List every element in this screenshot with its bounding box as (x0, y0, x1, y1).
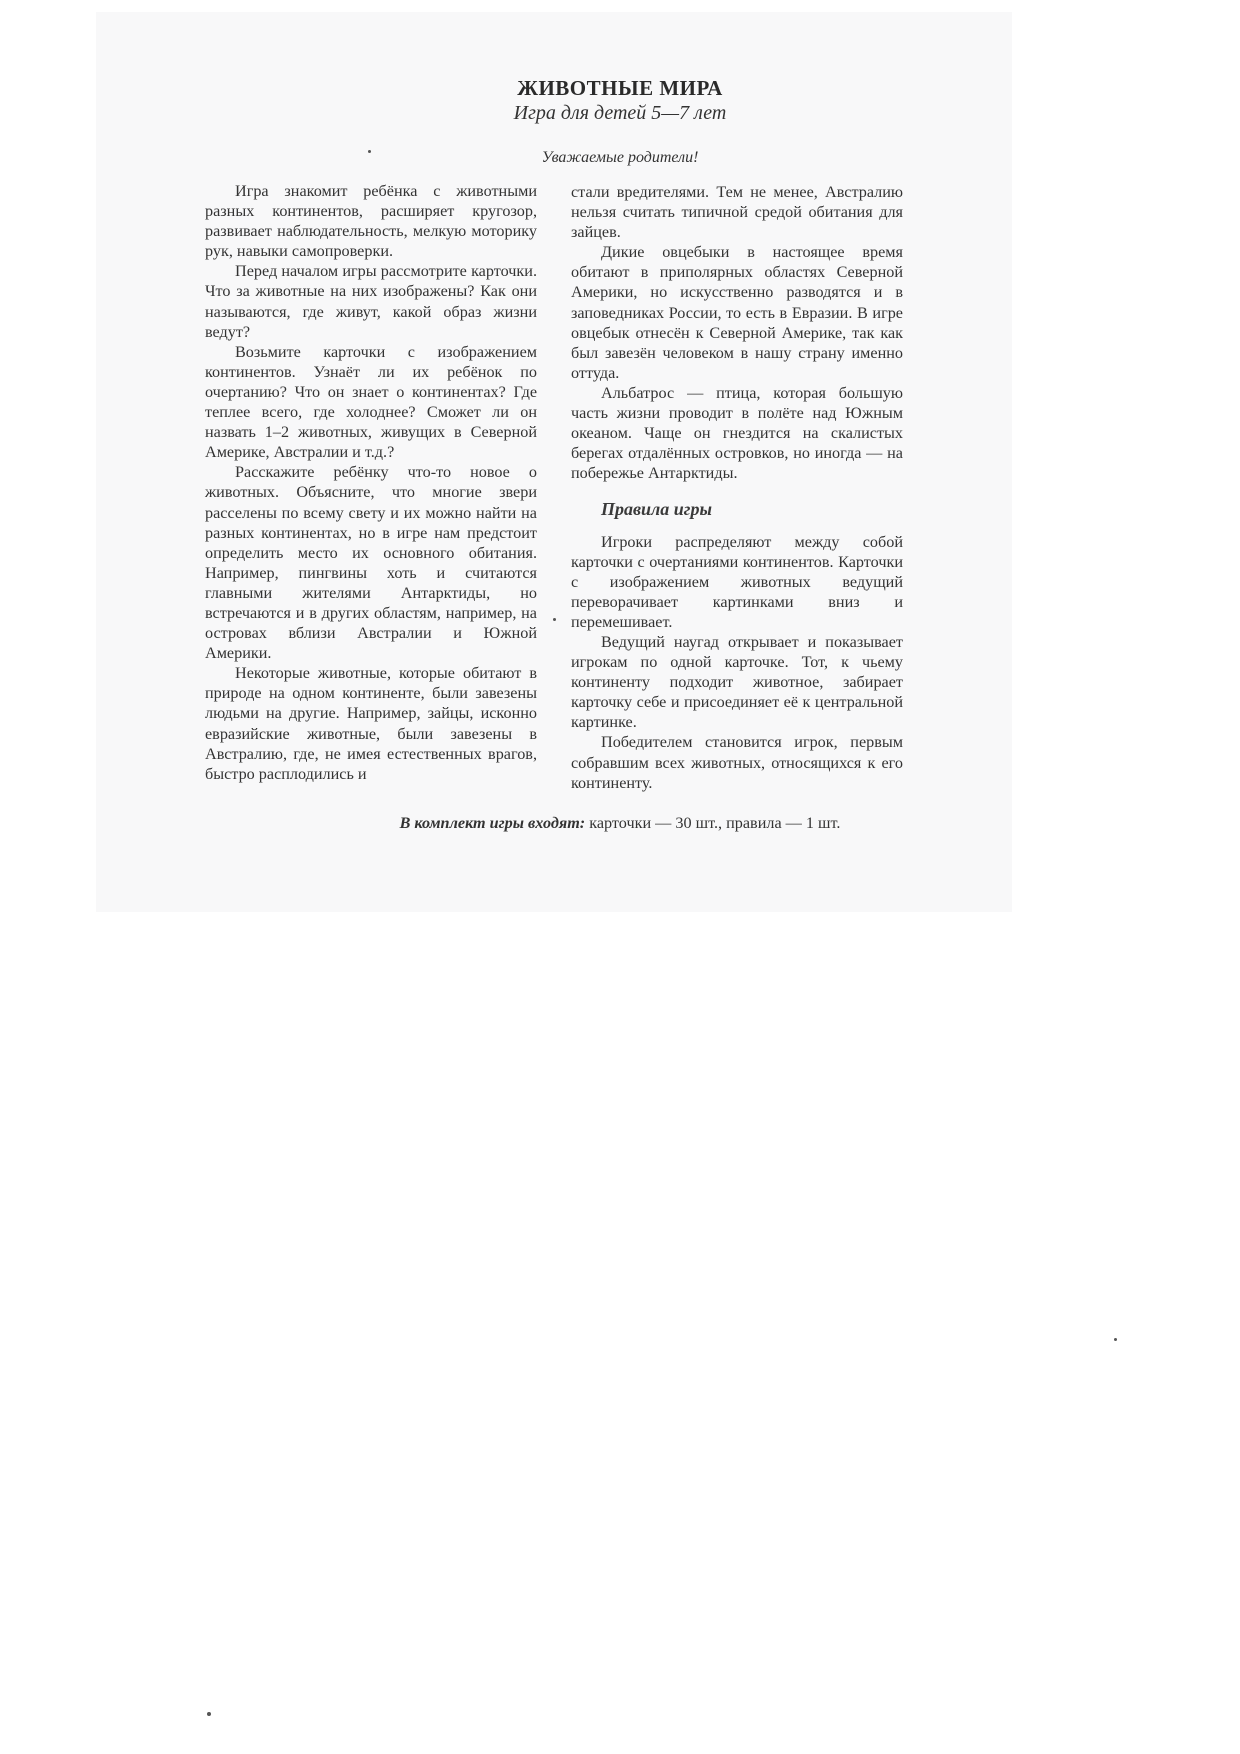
paragraph: Перед началом игры рассмотрите карточки. Что за животные на них изображены? Как они называются, где живут, какой образ жизни ведут? (205, 262, 537, 341)
rules-paragraph: Победителем становится игрок, первым собравшим всех животных, относящихся к его континенту. (571, 733, 903, 792)
kit-contents-text: карточки — 30 шт., правила — 1 шт. (585, 814, 841, 832)
paragraph: Дикие овцебыки в настоящее время обитают в приполярных областях Северной Америки, но искусственно разводятся и в заповедниках России, то есть в Евразии. В игре овцебык отнесён к Северной Америке, так как был завезён человеком в нашу страну именно оттуда. (571, 243, 903, 382)
rules-heading: Правила игры (601, 499, 712, 520)
greeting: Уважаемые родители! (541, 149, 699, 166)
paragraph: Игра знакомит ребёнка с животными разных континентов, расширяет кругозор, развивает наблюдательность, мелкую моторику рук, навыки самопроверки. (205, 182, 537, 261)
rules-paragraph: Игроки распределяют между собой карточки с очертаниями континентов. Карточки с изображением животных ведущий переворачивает картинками вниз и перемешивает. (571, 532, 903, 631)
paragraph: Альбатрос — птица, которая большую часть жизни проводит в полёте над Южным океаном. Чаще он гнездится на скалистых берегах отдалённых островков, но иногда — на побережье Антарктиды. (571, 383, 903, 483)
paragraph: Возьмите карточки с изображением континентов. Узнаёт ли их ребёнок по очертанию? Что он знает о континентах? Где теплее всего, где холоднее? Сможет ли он назвать 1–2 животных, живущих в Северной Америке, Австралии и т.д.? (205, 342, 537, 462)
kit-contents (0, 814, 1240, 833)
document-title: ЖИВОТНЫЕ МИРА (517, 76, 723, 100)
right-column (571, 182, 903, 793)
scan-speck (553, 618, 556, 621)
scan-speck (207, 1712, 211, 1716)
document-subtitle: Игра для детей 5—7 лет (513, 102, 727, 124)
left-column (205, 181, 537, 784)
rules-paragraph: Ведущий наугад открывает и показывает игрокам по одной карточке. Тот, к чьему континенту подходит животное, забирает карточку себе и присоединяет её к центральной картинке. (571, 632, 903, 732)
kit-contents-label: В комплект игры входят: (399, 814, 586, 832)
scan-speck (1114, 1338, 1117, 1341)
scan-speck (368, 150, 371, 153)
paragraph-continuation: стали вредителями. Тем не менее, Австралию нельзя считать типичной средой обитания для зайцев. (571, 183, 903, 242)
paragraph: Некоторые животные, которые обитают в природе на одном континенте, были завезены людьми на другие. Например, зайцы, исконно евразийские животные, были завезены в Австралию, где, не имея естественных врагов, быстро расплодились и (205, 664, 537, 783)
paragraph: Расскажите ребёнку что-то новое о животных. Объясните, что многие звери расселены по всему свету и их можно найти на разных континентах, но в игре нам предстоит определить место их основного обитания. Например, пингвины хоть и считаются главными жителями Антарктиды, но встречаются и в других областям, например, на островах вблизи Австралии и Южной Америки. (205, 463, 537, 663)
